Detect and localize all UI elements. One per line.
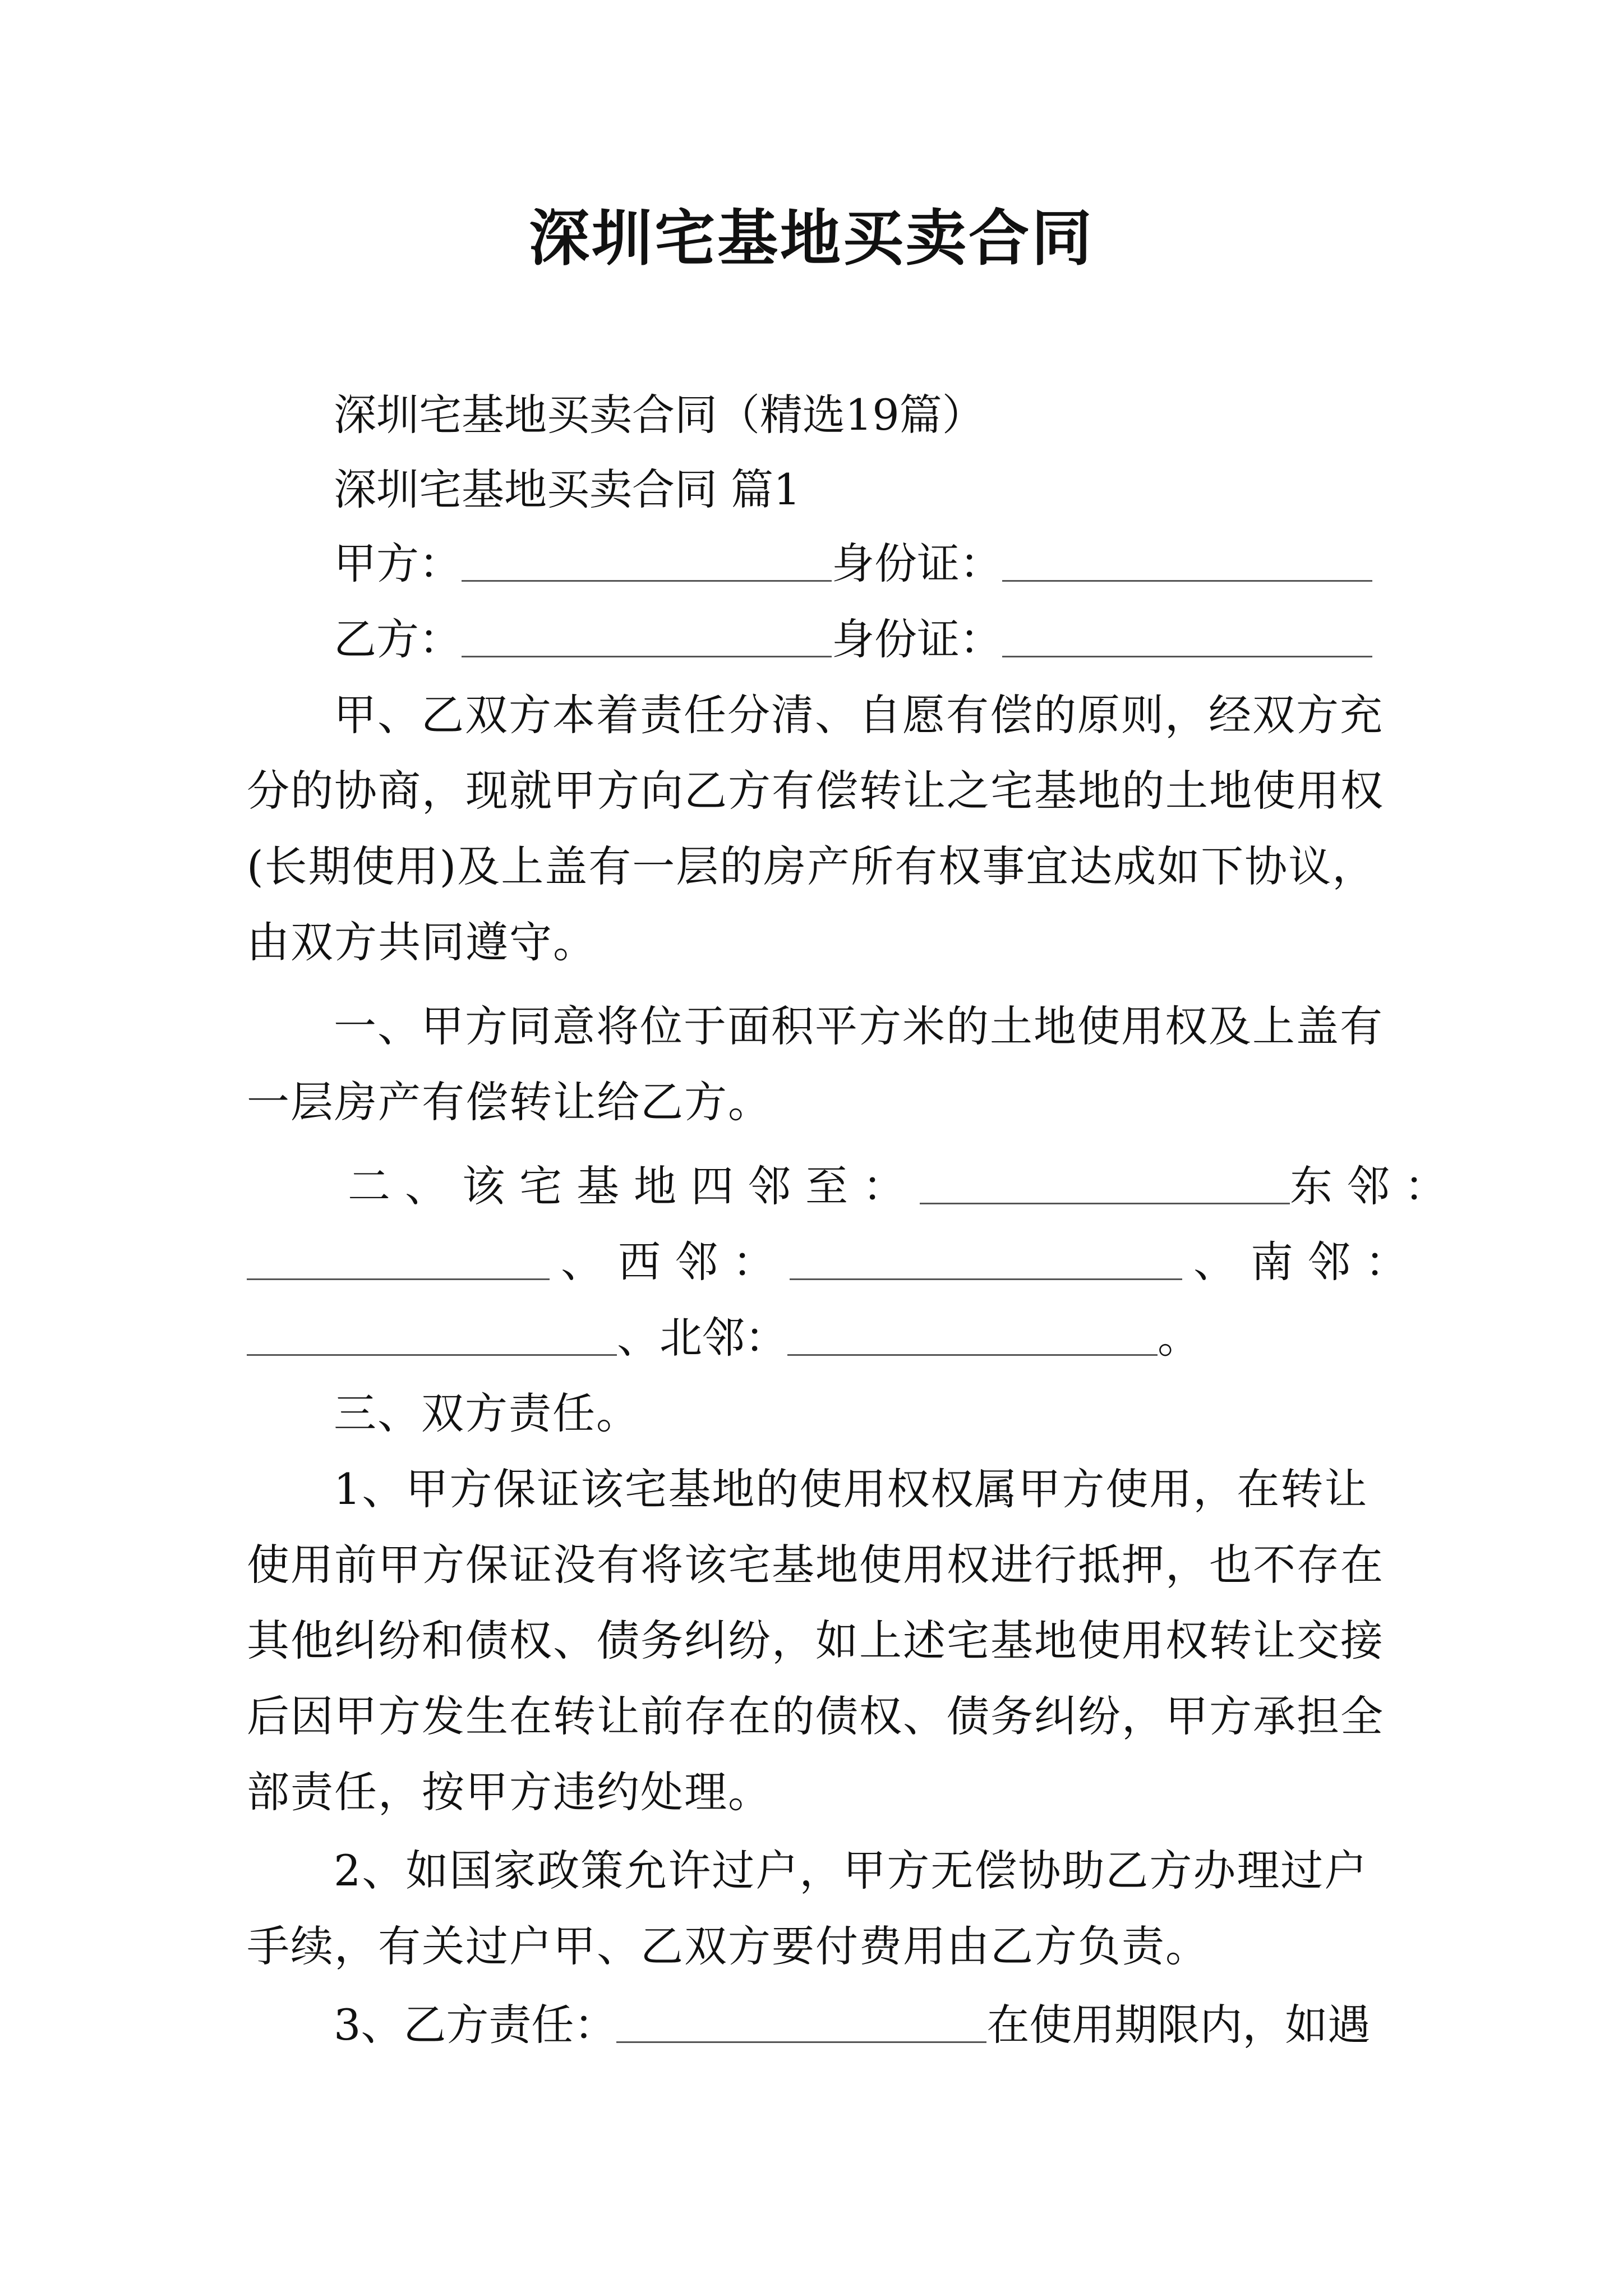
item1-line-4: 后因甲方发生在转让前存在的债权、债务纠纷，甲方承担全	[247, 1691, 1384, 1741]
party-b-name-blank	[462, 616, 832, 657]
intro-line-3: (长期使用)及上盖有一层的房产所有权事宜达成如下协议，	[247, 841, 1376, 891]
clause2-lead: 二、该宅基地四邻至：	[348, 1161, 920, 1211]
south-neighbor-blank	[247, 1315, 617, 1356]
neighbors-blank	[920, 1163, 1290, 1204]
party-b-label: 乙方：	[334, 614, 462, 664]
item2-line-1: 2、如国家政策允许过户，甲方无偿协助乙方办理过户	[334, 1846, 1368, 1895]
party-b-id-blank	[1002, 616, 1372, 657]
party-a-id-label: 身份证：	[832, 539, 1002, 588]
section-heading: 深圳宅基地买卖合同 篇1	[334, 464, 801, 514]
party-b-id-label: 身份证：	[832, 614, 1002, 664]
clause2-end: 。	[1158, 1313, 1200, 1363]
item1-line-2: 使用前甲方保证没有将该宅基地使用权进行抵押，也不存在	[247, 1540, 1384, 1590]
clause2-row-2	[0, 1234, 1623, 1290]
party-a-label: 甲方：	[334, 539, 462, 588]
north-neighbor-label: 、北邻：	[617, 1313, 787, 1363]
party-b-duty-blank	[616, 2002, 986, 2043]
clause1-line-2: 一层房产有偿转让给乙方。	[247, 1077, 772, 1127]
west-neighbor-blank	[790, 1239, 1182, 1280]
intro-line-4: 由双方共同遵守。	[247, 917, 597, 967]
clause2-row-1	[0, 1158, 1623, 1214]
east-neighbor-label: 东邻：	[1290, 1161, 1461, 1211]
party-b-row	[0, 611, 1623, 668]
party-a-id-blank	[1002, 541, 1372, 582]
item1-line-3: 其他纠纷和债权、债务纠纷，如上述宅基地使用权转让交接	[247, 1616, 1384, 1665]
clause3-heading: 三、双方责任。	[334, 1388, 640, 1438]
intro-line-2: 分的协商，现就甲方向乙方有偿转让之宅基地的土地使用权	[247, 766, 1384, 816]
item3-tail: 在使用期限内，如遇	[986, 2000, 1371, 2050]
clause2-row-3	[0, 1310, 1623, 1366]
south-neighbor-label: 、南邻：	[1193, 1237, 1422, 1287]
item1-line-5: 部责任，按甲方违约处理。	[247, 1767, 772, 1817]
east-neighbor-blank	[247, 1239, 550, 1280]
north-neighbor-blank	[787, 1315, 1158, 1356]
party-a-name-blank	[462, 541, 832, 582]
document-title: 深圳宅基地买卖合同	[528, 203, 1094, 274]
item2-line-2: 手续，有关过户甲、乙双方要付费用由乙方负责。	[247, 1921, 1209, 1971]
party-a-row	[0, 536, 1623, 592]
subtitle: 深圳宅基地买卖合同（精选19篇）	[334, 390, 985, 440]
clause1-line-1: 一、甲方同意将位于面积平方米的土地使用权及上盖有	[334, 1001, 1384, 1051]
item3-row	[0, 1997, 1623, 2053]
intro-line-1: 甲、乙双方本着责任分清、自愿有偿的原则，经双方充	[334, 690, 1384, 740]
item3-lead: 3、乙方责任：	[334, 2000, 617, 2050]
west-neighbor-label: 、西邻：	[561, 1237, 790, 1287]
item1-line-1: 1、甲方保证该宅基地的使用权权属甲方使用，在转让	[334, 1464, 1368, 1514]
